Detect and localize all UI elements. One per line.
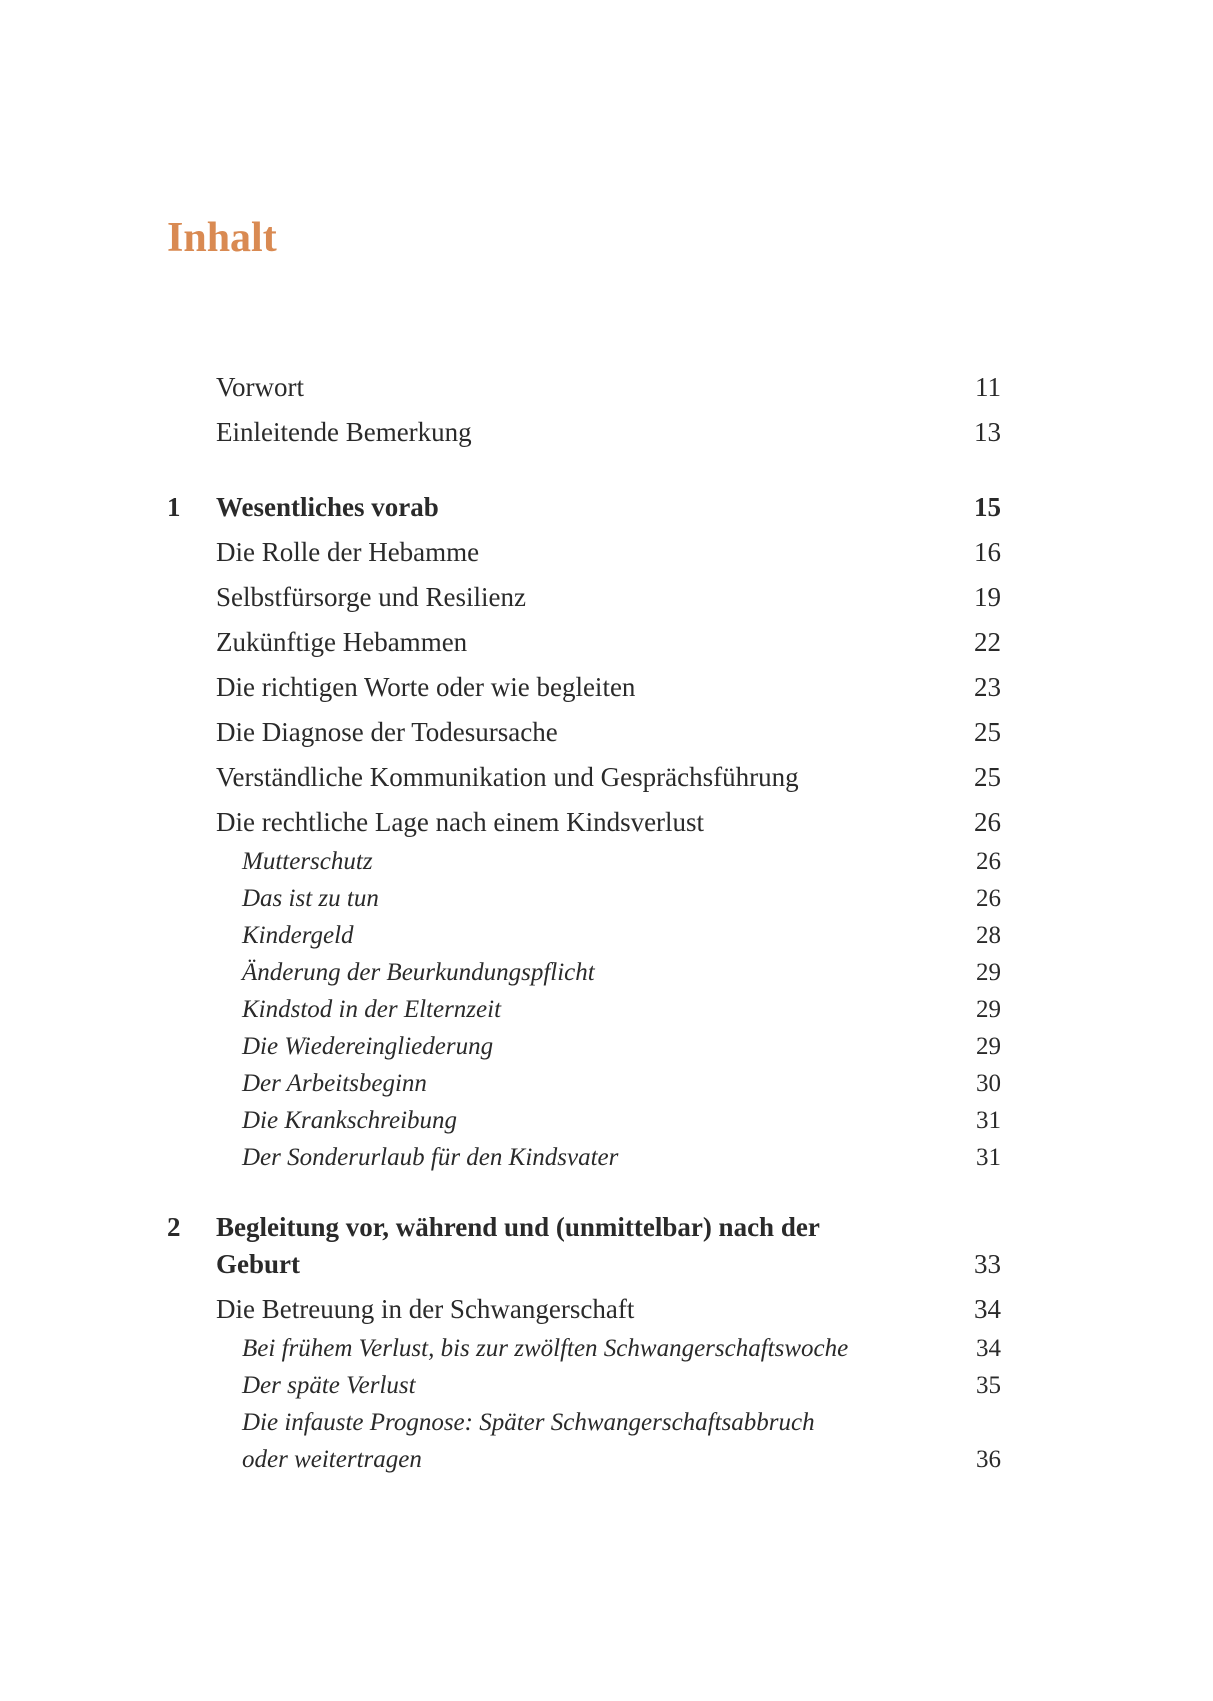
toc-page-number: 29 [976,959,1001,986]
toc-label: Die richtigen Worte oder wie begleiten [216,672,636,702]
toc-page-number: 31 [976,1107,1001,1134]
toc-page-number: 15 [974,492,1001,522]
toc-label: Die rechtliche Lage nach einem Kindsverlust [216,807,705,837]
toc-page-number: 35 [976,1372,1001,1399]
toc-sublabel: Kindstod in der Elternzeit [242,996,502,1023]
toc-label: Die Rolle der Hebamme [216,537,480,567]
toc-page-number: 26 [976,848,1001,875]
toc-label: Selbstfürsorge und Resilienz [216,582,526,612]
toc-page-number: 25 [974,717,1001,747]
chapter-title: Wesentliches vorab [216,492,439,522]
toc-page-number: 16 [974,537,1001,567]
toc-label: Verständliche Kommunikation und Gesprächsführung [216,762,799,792]
toc-page-number: 33 [974,1249,1001,1279]
toc-page-number: 34 [976,1335,1001,1362]
toc-page-number: 25 [974,762,1001,792]
toc-label: Die Diagnose der Todesursache [216,717,558,747]
toc-sublabel: Das ist zu tun [242,885,379,912]
toc-sublabel: Der Arbeitsbeginn [242,1070,427,1097]
toc-page-number: 31 [976,1144,1001,1171]
toc-sublabel: Mutterschutz [242,848,373,875]
toc-sublabel: Änderung der Beurkundungspflicht [242,959,595,986]
page-title: Inhalt [167,215,277,261]
toc-sublabel: Die Wiedereingliederung [242,1033,494,1060]
toc-page-number: 36 [976,1446,1001,1473]
toc-label: Die Betreuung in der Schwangerschaft [216,1294,635,1324]
toc-label: Zukünftige Hebammen [216,627,468,657]
toc-page-number: 34 [974,1294,1001,1324]
chapter-number: 2 [167,1212,181,1242]
toc-label: Einleitende Bemerkung [216,417,472,447]
toc-page-number: 13 [974,417,1001,447]
toc-page-number: 29 [976,1033,1001,1060]
toc-page-number: 26 [976,885,1001,912]
toc-page-number: 26 [974,807,1001,837]
toc-label: Vorwort [216,372,305,402]
toc-sublabel: Bei frühem Verlust, bis zur zwölften Schwangerschaftswoche [242,1335,849,1362]
chapter-title-line-2: Geburt [216,1249,300,1279]
toc-sublabel: Der Sonderurlaub für den Kindsvater [242,1144,619,1171]
toc-sublabel: Der späte Verlust [242,1372,416,1399]
toc-page-number: 22 [974,627,1001,657]
toc-page-number: 28 [976,922,1001,949]
toc-page-number: 29 [976,996,1001,1023]
toc-sublabel: Kindergeld [242,922,354,949]
toc-page-number: 11 [975,372,1001,402]
toc-sublabel: Die Krankschreibung [242,1107,458,1134]
toc-sublabel-line-1: Die infauste Prognose: Später Schwangerschaftsabbruch [242,1409,815,1436]
chapter-title-line-1: Begleitung vor, während und (unmittelbar) nach der [216,1212,820,1242]
toc-page-number: 19 [974,582,1001,612]
chapter-number: 1 [167,492,181,522]
toc-page-number: 30 [976,1070,1001,1097]
toc-sublabel-line-2: oder weitertragen [242,1446,422,1473]
toc-page-number: 23 [974,672,1001,702]
